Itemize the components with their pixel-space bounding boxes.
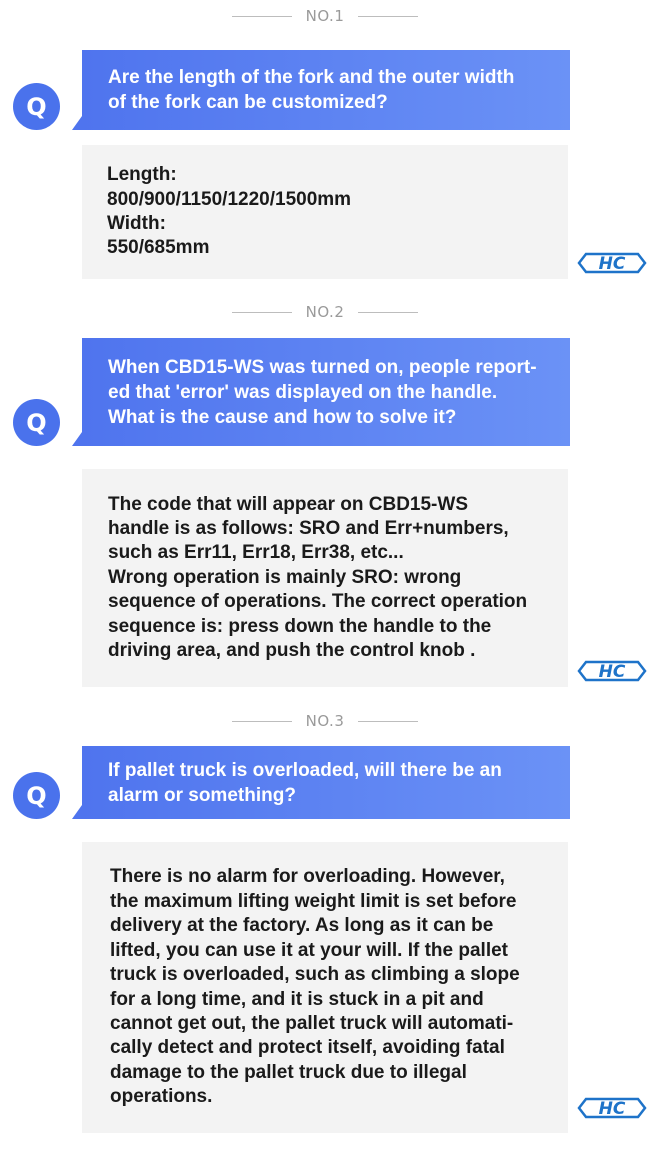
answer-line: cally detect and protect itself, avoiding fatal (110, 1037, 505, 1059)
answer-line: 800/900/1150/1220/1500mm (107, 188, 352, 210)
divider (232, 16, 292, 17)
answer-line: operations. (110, 1086, 213, 1108)
bubble-tail (72, 432, 82, 446)
answer-box-1 (82, 145, 568, 279)
question-q-icon: Q (13, 399, 60, 446)
section-number: NO.1 (305, 7, 345, 25)
hc-logo-icon (576, 249, 648, 277)
answer-line: sequence is: press down the handle to the (108, 615, 492, 637)
answer-line: lifted, you can use it at your will. If the pallet (110, 939, 509, 961)
divider (358, 721, 418, 722)
divider (358, 16, 418, 17)
question-line: ed that 'error' was displayed on the handle. (108, 381, 498, 403)
answer-line: cannot get out, the pallet truck will automati- (110, 1012, 514, 1034)
answer-line: 550/685mm (107, 237, 210, 259)
answer-box-3 (82, 842, 568, 1133)
answer-line: for a long time, and it is stuck in a pit and (110, 988, 484, 1010)
question-q-icon: Q (13, 83, 60, 130)
answer-line: Width: (107, 213, 166, 234)
svg-text:HC: HC (598, 254, 626, 274)
answer-line: truck is overloaded, such as climbing a slope (110, 964, 520, 986)
bubble-tail (72, 116, 82, 130)
section-number: NO.3 (305, 712, 345, 730)
answer-line: sequence of operations. The correct operation (108, 591, 528, 613)
answer-line: the maximum lifting weight limit is set before (110, 890, 517, 912)
question-line: What is the cause and how to solve it? (108, 406, 457, 428)
answer-line: handle is as follows: SRO and Err+numbers, (108, 517, 509, 539)
section-number: NO.2 (305, 303, 345, 321)
hc-logo-icon (576, 657, 648, 685)
question-line: Are the length of the fork and the outer width (108, 67, 515, 88)
question-q-icon: Q (13, 772, 60, 819)
bubble-tail (72, 805, 82, 819)
divider (232, 312, 292, 313)
question-bubble-2 (82, 338, 570, 446)
section-header-2 (0, 300, 650, 324)
answer-line: The code that will appear on CBD15-WS (108, 493, 468, 515)
question-line: of the fork can be customized? (108, 92, 388, 113)
answer-line: delivery at the factory. As long as it can be (110, 915, 494, 937)
answer-line: such as Err11, Err18, Err38, etc... (108, 542, 404, 564)
section-header-3 (0, 709, 650, 733)
answer-line: damage to the pallet truck due to illegal (110, 1061, 467, 1083)
svg-text:HC: HC (598, 662, 626, 682)
divider (358, 312, 418, 313)
answer-line: There is no alarm for overloading. However, (110, 866, 505, 888)
section-header-1 (0, 4, 650, 28)
question-line: When CBD15-WS was turned on, people report- (108, 356, 537, 378)
answer-line: Wrong operation is mainly SRO: wrong (108, 566, 462, 588)
answer-box-2 (82, 469, 568, 687)
question-line: If pallet truck is overloaded, will there be an (108, 759, 502, 781)
answer-line: Length: (107, 164, 177, 186)
hc-logo-icon (576, 1094, 648, 1122)
answer-line: driving area, and push the control knob . (108, 640, 476, 662)
question-line: alarm or something? (108, 784, 296, 806)
question-bubble-3 (82, 746, 570, 819)
divider (232, 721, 292, 722)
question-bubble-1 (82, 50, 570, 130)
svg-text:HC: HC (598, 1099, 626, 1119)
